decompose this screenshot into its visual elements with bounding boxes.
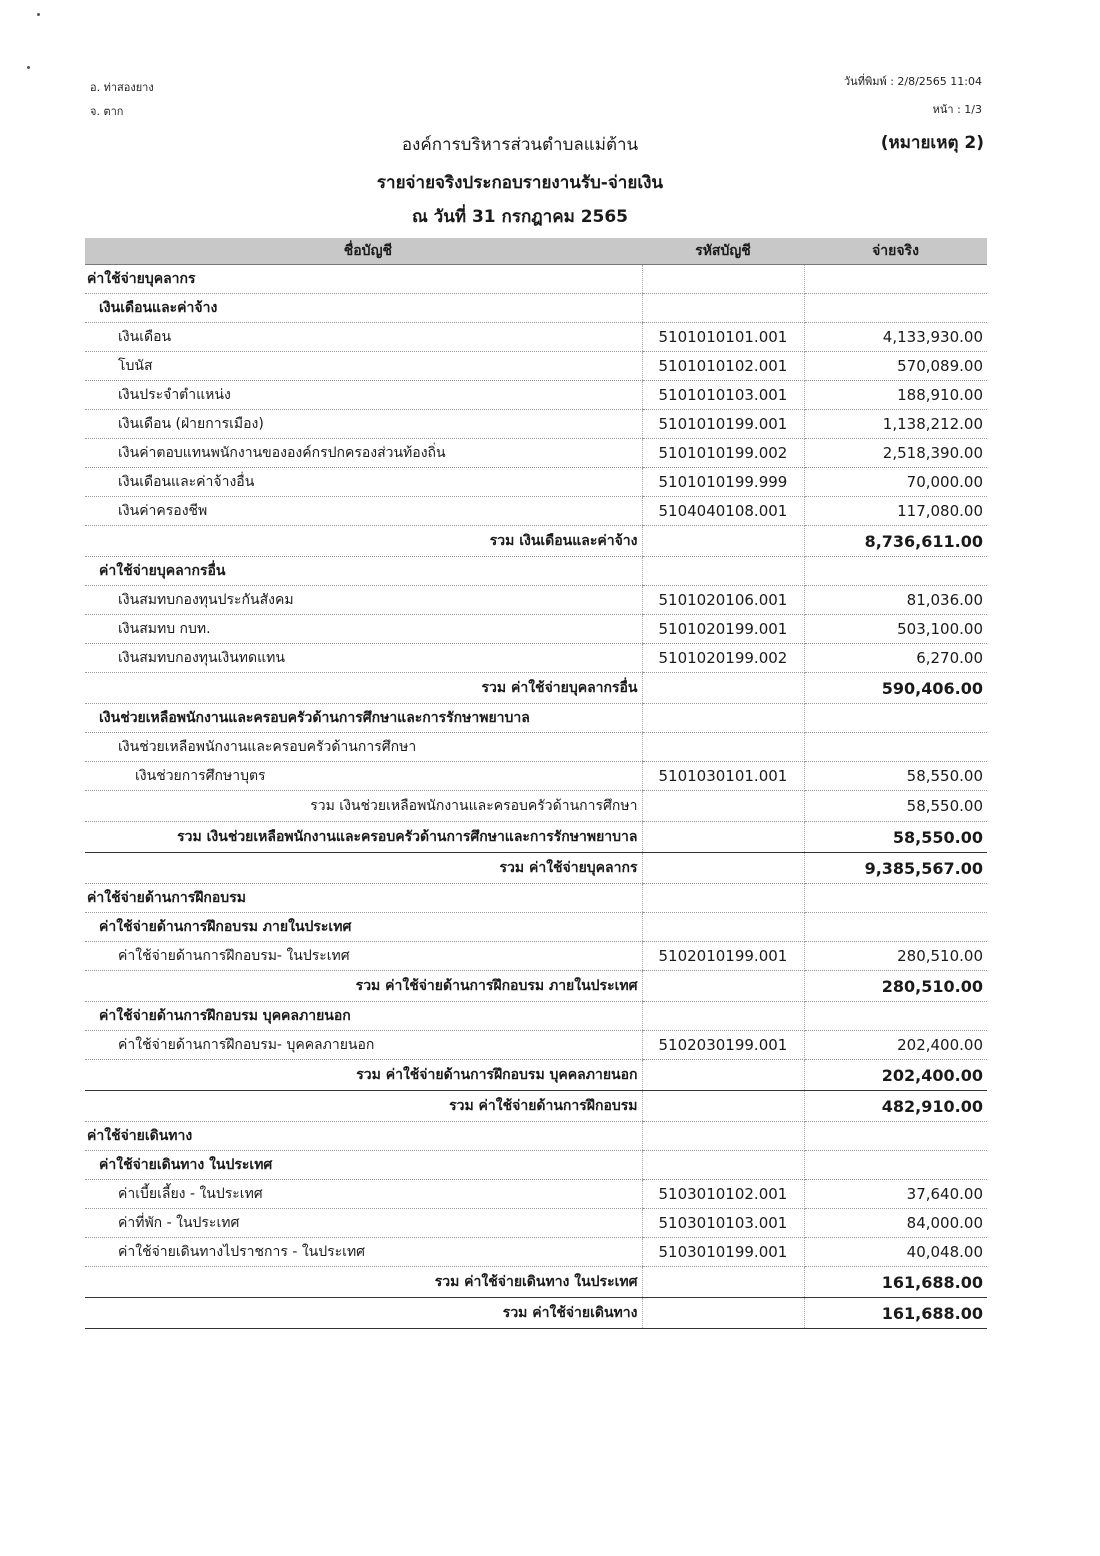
account-name-cell: รวม ค่าใช้จ่ายบุคลากร xyxy=(85,853,642,884)
amount-cell: 202,400.00 xyxy=(804,1060,987,1091)
account-name-cell: เงินช่วยการศึกษาบุตร xyxy=(85,762,642,791)
print-date: วันที่พิมพ์ : 2/8/2565 11:04 xyxy=(844,75,982,88)
amount-cell: 590,406.00 xyxy=(804,673,987,704)
table-row xyxy=(85,381,987,410)
table-row xyxy=(85,704,987,733)
account-code-cell: 5103010102.001 xyxy=(642,1180,804,1209)
subtotal-row xyxy=(85,526,987,557)
account-code-cell xyxy=(642,1122,804,1151)
account-name-cell: เงินค่าตอบแทนพนักงานขององค์กรปกครองส่วนท้องถิ่น xyxy=(85,439,642,468)
account-code-cell xyxy=(642,526,804,557)
expense-table xyxy=(85,238,987,1329)
page-number: หน้า : 1/3 xyxy=(932,103,982,116)
table-row xyxy=(85,1180,987,1209)
subtotal-row xyxy=(85,822,987,853)
amount-cell: 2,518,390.00 xyxy=(804,439,987,468)
table-row xyxy=(85,733,987,762)
table-row xyxy=(85,439,987,468)
amount-cell: 117,080.00 xyxy=(804,497,987,526)
table-row xyxy=(85,497,987,526)
account-code-cell: 5103010103.001 xyxy=(642,1209,804,1238)
scan-speck xyxy=(27,66,30,69)
account-code-cell: 5101020199.002 xyxy=(642,644,804,673)
amount-cell: 81,036.00 xyxy=(804,586,987,615)
account-code-cell: 5101030101.001 xyxy=(642,762,804,791)
account-name-cell: รวม เงินช่วยเหลือพนักงานและครอบครัวด้านการศึกษาและการรักษาพยาบาล xyxy=(85,822,642,853)
account-name-cell: รวม เงินช่วยเหลือพนักงานและครอบครัวด้านการศึกษา xyxy=(85,791,642,822)
report-date: ณ วันที่ 31 กรกฎาคม 2565 xyxy=(411,207,629,227)
account-code-cell xyxy=(642,1267,804,1298)
account-name-cell: ค่าเบี้ยเลี้ยง - ในประเทศ xyxy=(85,1180,642,1209)
report-title: รายจ่ายจริงประกอบรายงานรับ-จ่ายเงิน xyxy=(376,173,664,193)
district-label: อ. ท่าสองยาง xyxy=(90,81,154,94)
account-code-cell xyxy=(642,1091,804,1122)
column-header-account-code: รหัสบัญชี xyxy=(642,238,804,265)
table-row xyxy=(85,762,987,791)
province-label: จ. ตาก xyxy=(90,105,124,118)
account-name-cell: เงินค่าครองชีพ xyxy=(85,497,642,526)
account-name-cell: ค่าที่พัก - ในประเทศ xyxy=(85,1209,642,1238)
account-name-cell: โบนัส xyxy=(85,352,642,381)
amount-cell: 1,138,212.00 xyxy=(804,410,987,439)
amount-cell: 70,000.00 xyxy=(804,468,987,497)
account-name-cell: เงินสมทบกองทุนประกันสังคม xyxy=(85,586,642,615)
table-row xyxy=(85,557,987,586)
account-name-cell: รวม ค่าใช้จ่ายด้านการฝึกอบรม xyxy=(85,1091,642,1122)
subtotal-row xyxy=(85,673,987,704)
subtotal-row xyxy=(85,1091,987,1122)
account-name-cell: รวม ค่าใช้จ่ายด้านการฝึกอบรม บุคคลภายนอก xyxy=(85,1060,642,1091)
account-code-cell: 5101010199.999 xyxy=(642,468,804,497)
table-row xyxy=(85,1031,987,1060)
account-name-cell: ค่าใช้จ่ายเดินทาง ในประเทศ xyxy=(85,1151,642,1180)
account-code-cell: 5104040108.001 xyxy=(642,497,804,526)
scan-speck xyxy=(37,13,40,16)
table-row xyxy=(85,468,987,497)
table-row xyxy=(85,1002,987,1031)
account-code-cell xyxy=(642,913,804,942)
table-row xyxy=(85,942,987,971)
column-header-actual-paid: จ่ายจริง xyxy=(804,238,987,265)
amount-cell xyxy=(804,1151,987,1180)
amount-cell: 503,100.00 xyxy=(804,615,987,644)
table-row xyxy=(85,323,987,352)
account-code-cell xyxy=(642,294,804,323)
table-body xyxy=(85,265,987,1329)
amount-cell: 6,270.00 xyxy=(804,644,987,673)
account-name-cell: เงินช่วยเหลือพนักงานและครอบครัวด้านการศึกษา xyxy=(85,733,642,762)
amount-cell: 188,910.00 xyxy=(804,381,987,410)
account-code-cell xyxy=(642,1151,804,1180)
account-name-cell: เงินสมทบ กบท. xyxy=(85,615,642,644)
table-row xyxy=(85,410,987,439)
amount-cell xyxy=(804,294,987,323)
amount-cell xyxy=(804,557,987,586)
table-row xyxy=(85,1238,987,1267)
table-row xyxy=(85,1209,987,1238)
subtotal-row xyxy=(85,791,987,822)
account-code-cell: 5101020199.001 xyxy=(642,615,804,644)
subtotal-row xyxy=(85,1267,987,1298)
account-name-cell: ค่าใช้จ่ายด้านการฝึกอบรม xyxy=(85,884,642,913)
amount-cell: 570,089.00 xyxy=(804,352,987,381)
account-code-cell xyxy=(642,884,804,913)
account-name-cell: รวม ค่าใช้จ่ายบุคลากรอื่น xyxy=(85,673,642,704)
amount-cell: 280,510.00 xyxy=(804,942,987,971)
account-name-cell: เงินเดือน xyxy=(85,323,642,352)
table-row xyxy=(85,1122,987,1151)
subtotal-row xyxy=(85,1298,987,1329)
column-header-account-name: ชื่อบัญชี xyxy=(85,238,642,265)
account-code-cell xyxy=(642,1002,804,1031)
account-code-cell xyxy=(642,853,804,884)
account-name-cell: รวม ค่าใช้จ่ายด้านการฝึกอบรม ภายในประเทศ xyxy=(85,971,642,1002)
account-code-cell: 5101010199.002 xyxy=(642,439,804,468)
note-label: (หมายเหตุ 2) xyxy=(880,133,984,153)
organization-name: องค์การบริหารส่วนตำบลแม่ต้าน xyxy=(401,135,639,155)
account-code-cell xyxy=(642,704,804,733)
account-code-cell: 5103010199.001 xyxy=(642,1238,804,1267)
table-row xyxy=(85,586,987,615)
account-code-cell xyxy=(642,971,804,1002)
account-code-cell: 5101010103.001 xyxy=(642,381,804,410)
account-name-cell: ค่าใช้จ่ายบุคลากรอื่น xyxy=(85,557,642,586)
account-name-cell: รวม ค่าใช้จ่ายเดินทาง xyxy=(85,1298,642,1329)
account-name-cell: รวม เงินเดือนและค่าจ้าง xyxy=(85,526,642,557)
account-code-cell: 5101010102.001 xyxy=(642,352,804,381)
account-name-cell: ค่าใช้จ่ายเดินทางไปราชการ - ในประเทศ xyxy=(85,1238,642,1267)
amount-cell: 37,640.00 xyxy=(804,1180,987,1209)
account-code-cell: 5101010199.001 xyxy=(642,410,804,439)
account-name-cell: ค่าใช้จ่ายบุคลากร xyxy=(85,265,642,294)
amount-cell: 161,688.00 xyxy=(804,1298,987,1329)
amount-cell: 40,048.00 xyxy=(804,1238,987,1267)
amount-cell: 4,133,930.00 xyxy=(804,323,987,352)
account-code-cell: 5102030199.001 xyxy=(642,1031,804,1060)
amount-cell xyxy=(804,1002,987,1031)
amount-cell: 202,400.00 xyxy=(804,1031,987,1060)
account-code-cell xyxy=(642,1298,804,1329)
table-row xyxy=(85,294,987,323)
account-name-cell: เงินประจำตำแหน่ง xyxy=(85,381,642,410)
amount-cell: 58,550.00 xyxy=(804,822,987,853)
amount-cell: 58,550.00 xyxy=(804,791,987,822)
account-name-cell: ค่าใช้จ่ายด้านการฝึกอบรม ภายในประเทศ xyxy=(85,913,642,942)
account-name-cell: ค่าใช้จ่ายด้านการฝึกอบรม- ในประเทศ xyxy=(85,942,642,971)
account-code-cell: 5101020106.001 xyxy=(642,586,804,615)
account-name-cell: เงินเดือนและค่าจ้างอื่น xyxy=(85,468,642,497)
account-name-cell: เงินเดือน (ฝ่ายการเมือง) xyxy=(85,410,642,439)
table-row xyxy=(85,884,987,913)
account-code-cell xyxy=(642,557,804,586)
account-name-cell: เงินสมทบกองทุนเงินทดแทน xyxy=(85,644,642,673)
amount-cell: 84,000.00 xyxy=(804,1209,987,1238)
amount-cell xyxy=(804,265,987,294)
account-name-cell: เงินช่วยเหลือพนักงานและครอบครัวด้านการศึกษาและการรักษาพยาบาล xyxy=(85,704,642,733)
amount-cell: 58,550.00 xyxy=(804,762,987,791)
amount-cell: 482,910.00 xyxy=(804,1091,987,1122)
table-row xyxy=(85,1151,987,1180)
table-row xyxy=(85,352,987,381)
amount-cell: 9,385,567.00 xyxy=(804,853,987,884)
amount-cell: 161,688.00 xyxy=(804,1267,987,1298)
amount-cell xyxy=(804,733,987,762)
amount-cell xyxy=(804,884,987,913)
account-code-cell: 5102010199.001 xyxy=(642,942,804,971)
account-code-cell xyxy=(642,791,804,822)
account-name-cell: ค่าใช้จ่ายด้านการฝึกอบรม- บุคคลภายนอก xyxy=(85,1031,642,1060)
account-name-cell: เงินเดือนและค่าจ้าง xyxy=(85,294,642,323)
account-code-cell xyxy=(642,733,804,762)
account-name-cell: ค่าใช้จ่ายด้านการฝึกอบรม บุคคลภายนอก xyxy=(85,1002,642,1031)
table-row xyxy=(85,615,987,644)
table-row xyxy=(85,265,987,294)
account-code-cell: 5101010101.001 xyxy=(642,323,804,352)
table-header-row xyxy=(85,238,987,265)
subtotal-row xyxy=(85,1060,987,1091)
subtotal-row xyxy=(85,853,987,884)
amount-cell: 280,510.00 xyxy=(804,971,987,1002)
account-code-cell xyxy=(642,265,804,294)
table-row xyxy=(85,913,987,942)
subtotal-row xyxy=(85,971,987,1002)
amount-cell xyxy=(804,913,987,942)
account-name-cell: ค่าใช้จ่ายเดินทาง xyxy=(85,1122,642,1151)
account-name-cell: รวม ค่าใช้จ่ายเดินทาง ในประเทศ xyxy=(85,1267,642,1298)
account-code-cell xyxy=(642,1060,804,1091)
account-code-cell xyxy=(642,822,804,853)
account-code-cell xyxy=(642,673,804,704)
table-row xyxy=(85,644,987,673)
amount-cell: 8,736,611.00 xyxy=(804,526,987,557)
amount-cell xyxy=(804,1122,987,1151)
amount-cell xyxy=(804,704,987,733)
